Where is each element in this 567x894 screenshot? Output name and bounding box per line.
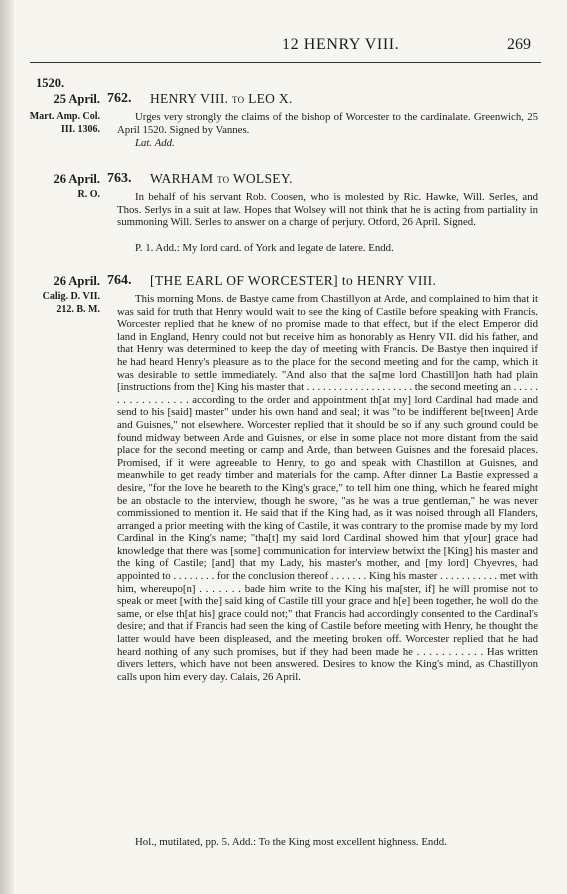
entry-number: 763. xyxy=(107,171,132,186)
entry-number: 762. xyxy=(107,91,132,106)
entry-source: Calig. D. VII. 212. B. M. xyxy=(42,291,100,315)
header-rule xyxy=(30,62,541,63)
scan-edge xyxy=(0,0,14,894)
entry-title: WARHAM to WOLSEY. xyxy=(150,171,293,186)
running-head: 12 HENRY VIII. xyxy=(282,36,400,53)
page-number: 269 xyxy=(507,36,531,53)
entry-number: 764. xyxy=(107,273,132,288)
entry-date: 25 April. xyxy=(53,92,100,106)
entry-source: Mart. Amp. Col. III. 1306. xyxy=(29,111,100,135)
entry-note: Lat. Add. xyxy=(135,137,175,149)
entry-date: 26 April. xyxy=(53,274,100,288)
entry-note: Hol., mutilated, pp. 5. Add.: To the King most excellent highness. Endd. xyxy=(135,836,447,848)
entry-body: In behalf of his servant Rob. Coosen, who is molested by Ric. Hawke, Will. Serles, and Thos. Serlys in a suit at law. Hopes that Wolsey will not think that he is acting from partiality in summoning Will. Serles to answer on a charge of perjury. Otford, 26 April. Signed. xyxy=(117,191,538,229)
entry-note: P. 1. Add.: My lord card. of York and legate de latere. Endd. xyxy=(135,242,394,254)
year-label: 1520. xyxy=(36,76,65,90)
entry-title: HENRY VIII. to LEO X. xyxy=(150,91,293,106)
entry-date: 26 April. xyxy=(53,172,100,186)
entry-title: [THE EARL OF WORCESTER] to HENRY VIII. xyxy=(150,273,437,288)
entry-body: This morning Mons. de Bastye came from Chastillyon at Arde, and complained to him that it was said for truth that Henry would wait to see the king of Castile before speaking with Francis. Worcester replied that he knew of no promise made to that effect, but if the elect Emperor did land in England, Henry could not but receive him as honorably as Henry VII. did his father, and that Henry was determined to keep the day of meeting with Francis. De Bastye then inquired if he had heard Henry's pleasure as to the place for the second meeting and for the camp, which it was desirable to settle immediately. "And also that the sa[me lord Chastill]on hath had plain [instructions from the] King his master that . . . . . . . . . . . . . . . . . . . . the second meeting an . . . . . . . . . . . . . . . . . according to the order and appointment th[at my] lord Cardinal had made and send to his [said] master" under his own hand and seal; it was "to be indifferent be[tween] Arde and Guisnes," not elsewhere. Worcester replied that it should be so if any such ground could be found midway between Arde and Guisnes, or else in some place not more distant from the said place for the second meeting or camp and Arde, than between Guisnes and the foresaid places. Promised, if it were agreeable to Henry, to go and speak with Chastillon at Guisnes, and meanwhile to get ready timber and materials for the camp. After dinner La Bastie expressed a desire, "for the love he beareth to the King's grace," to tell him one thing, which he feared might be an obstacle to the interview, though he swore, "as he was a true gentleman," he was never commissioned to mention it. He said that if the King had, as it was noised through all Flanders, arranged a prior meeting with the king of Castile, it was contrary to the promise made by my lord Cardinal in the King's name; "tha[t] my said lord Cardinal showed him that y[our] grace had knowledge that there was [some] communication for interview betwixt the [King] his master and the king of Castile; [and] that my Lady, his master's mother, and [my lord] Chyevres, had appointed to . . . . . . . . for the conclusion thereof . . . . . . . King his master . . . . . . . . . . . met with him, whereupo[n] . . . . . . . bade him write to the King his ma[ster, if] he will promise not to speak or meet [with the] said king of Castile till your grace and h[e] been together, he woll do the same, or else th[at his] grace could not;" that Francis had accordingly consented to the Cardinal's desire; and that if Francis had seen the king of Castile before meeting with Henry, he thought the latter would have been displeased, and the meeting broken off. Worcester replied that he had heard nothing of any such promises, but if they had been made he . . . . . . . . . . . Has written divers letters, which have not been answered. Desires to know the King's mind, as Chastillyon calls upon him every day. Calais, 26 April. xyxy=(117,293,539,683)
entry-source: R. O. xyxy=(77,189,100,200)
entry-body: Urges very strongly the claims of the bishop of Worcester to the cardinalate. Greenwich, 25 April 1520. Signed by Vannes. xyxy=(117,111,538,136)
